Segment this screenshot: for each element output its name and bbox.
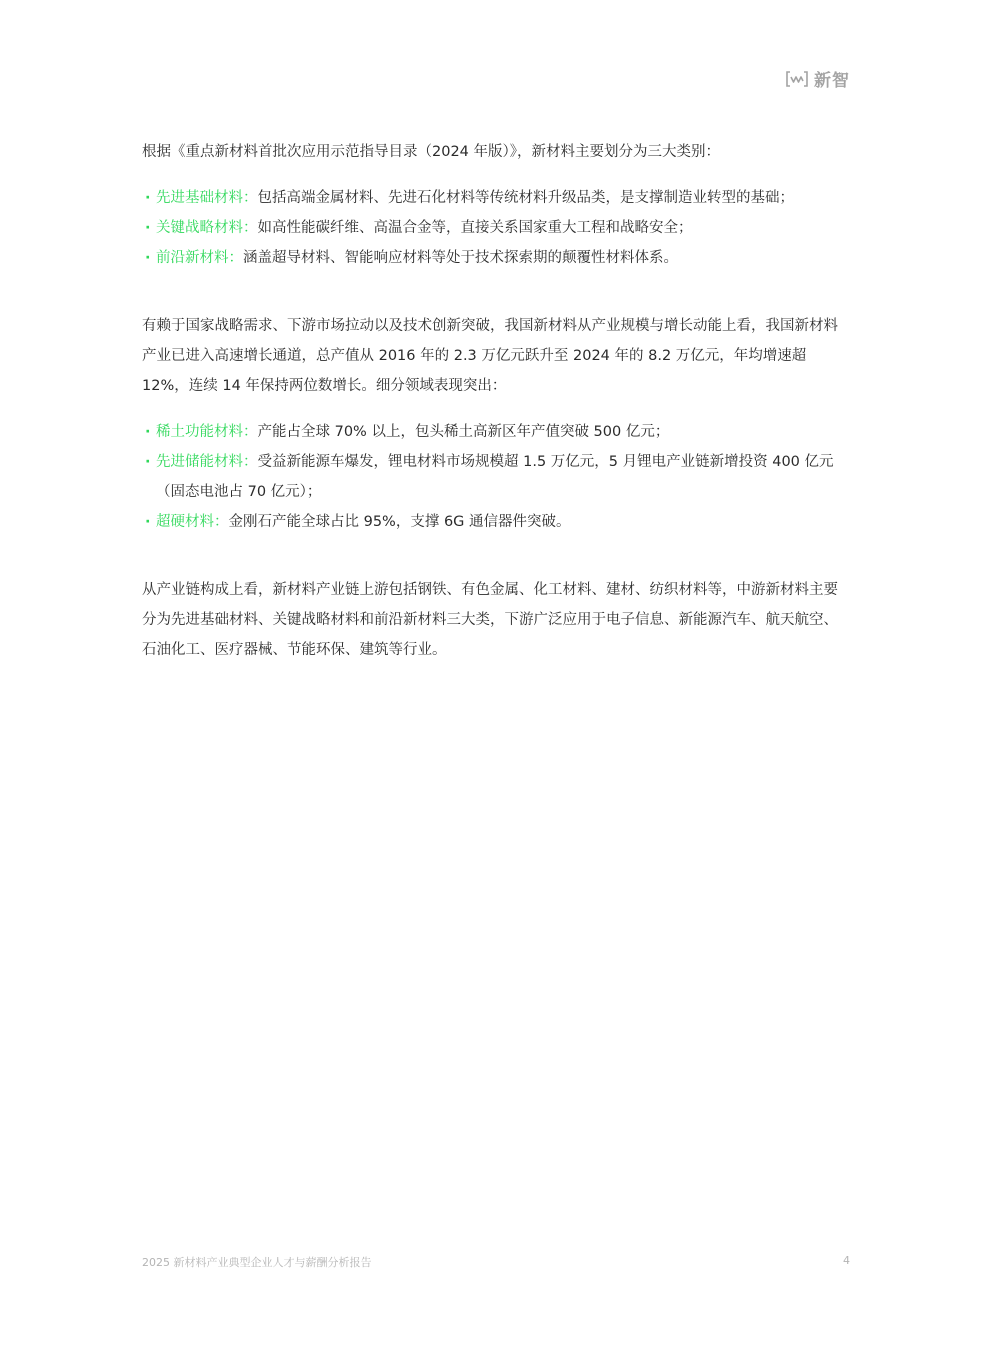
list-item	[142, 417, 852, 447]
brand-name: 新智	[814, 71, 850, 91]
wave-bracket-icon	[786, 69, 808, 89]
list-item-desc: 金刚石产能全球占比 95%，支撑 6G 通信器件突破。	[228, 514, 571, 530]
bullet-dot: ·	[145, 250, 151, 266]
list-item	[142, 183, 852, 213]
list-item-desc: 如高性能碳纤维、高温合金等，直接关系国家重大工程和战略安全；	[257, 220, 693, 236]
spacer	[142, 537, 852, 575]
bullet-dot: ·	[145, 454, 151, 470]
bullet-dot: ·	[145, 514, 151, 530]
segment-list	[142, 417, 852, 537]
document-body	[142, 137, 852, 665]
list-item-desc: 受益新能源车爆发，锂电材料市场规模超 1.5 万亿元，5 月锂电产业链新增投资 400 亿元（固态电池占 70 亿元）；	[156, 454, 834, 500]
list-item-desc: 产能占全球 70% 以上，包头稀土高新区年产值突破 500 亿元；	[257, 424, 670, 440]
list-item	[142, 213, 852, 243]
intro-paragraph: 根据《重点新材料首批次应用示范指导目录（2024 年版）》，新材料主要划分为三大类别：	[142, 144, 721, 160]
list-item-term: 关键战略材料：	[156, 220, 258, 236]
list-item-term: 先进储能材料：	[156, 454, 258, 470]
page-number: 4	[843, 1254, 850, 1267]
list-item	[142, 507, 852, 537]
bullet-dot: ·	[145, 190, 151, 206]
brand-logo	[786, 66, 850, 91]
bullet-dot: ·	[145, 220, 151, 236]
spacer	[142, 273, 852, 311]
bullet-dot: ·	[145, 424, 151, 440]
chain-paragraph: 从产业链构成上看，新材料产业链上游包括钢铁、有色金属、化工材料、建材、纺织材料等，中游新材料主要分为先进基础材料、关键战略材料和前沿新材料三大类，下游广泛应用于电子信息、新能源汽车、航天航空、石油化工、医疗器械、节能环保、建筑等行业。	[142, 582, 838, 658]
footer-title: 2025 新材料产业典型企业人才与薪酬分析报告	[142, 1256, 372, 1269]
list-item-desc: 包括高端金属材料、先进石化材料等传统材料升级品类，是支撑制造业转型的基础；	[257, 190, 794, 206]
list-item-desc: 涵盖超导材料、智能响应材料等处于技术探索期的颠覆性材料体系。	[243, 250, 678, 266]
list-item-term: 先进基础材料：	[156, 190, 258, 206]
growth-paragraph: 有赖于国家战略需求、下游市场拉动以及技术创新突破，我国新材料从产业规模与增长动能上看，我国新材料产业已进入高速增长通道，总产值从 2016 年的 2.3 万亿元跃升至 2024 年的 8.2 万亿元，年均增速超 12%，连续 14 年保持两位数增长。细分领域表现突出：	[142, 318, 838, 394]
list-item-term: 前沿新材料：	[156, 250, 243, 266]
category-list	[142, 183, 852, 273]
list-item	[142, 243, 852, 273]
list-item-term: 稀土功能材料：	[156, 424, 258, 440]
list-item	[142, 447, 852, 507]
list-item-term: 超硬材料：	[156, 514, 229, 530]
